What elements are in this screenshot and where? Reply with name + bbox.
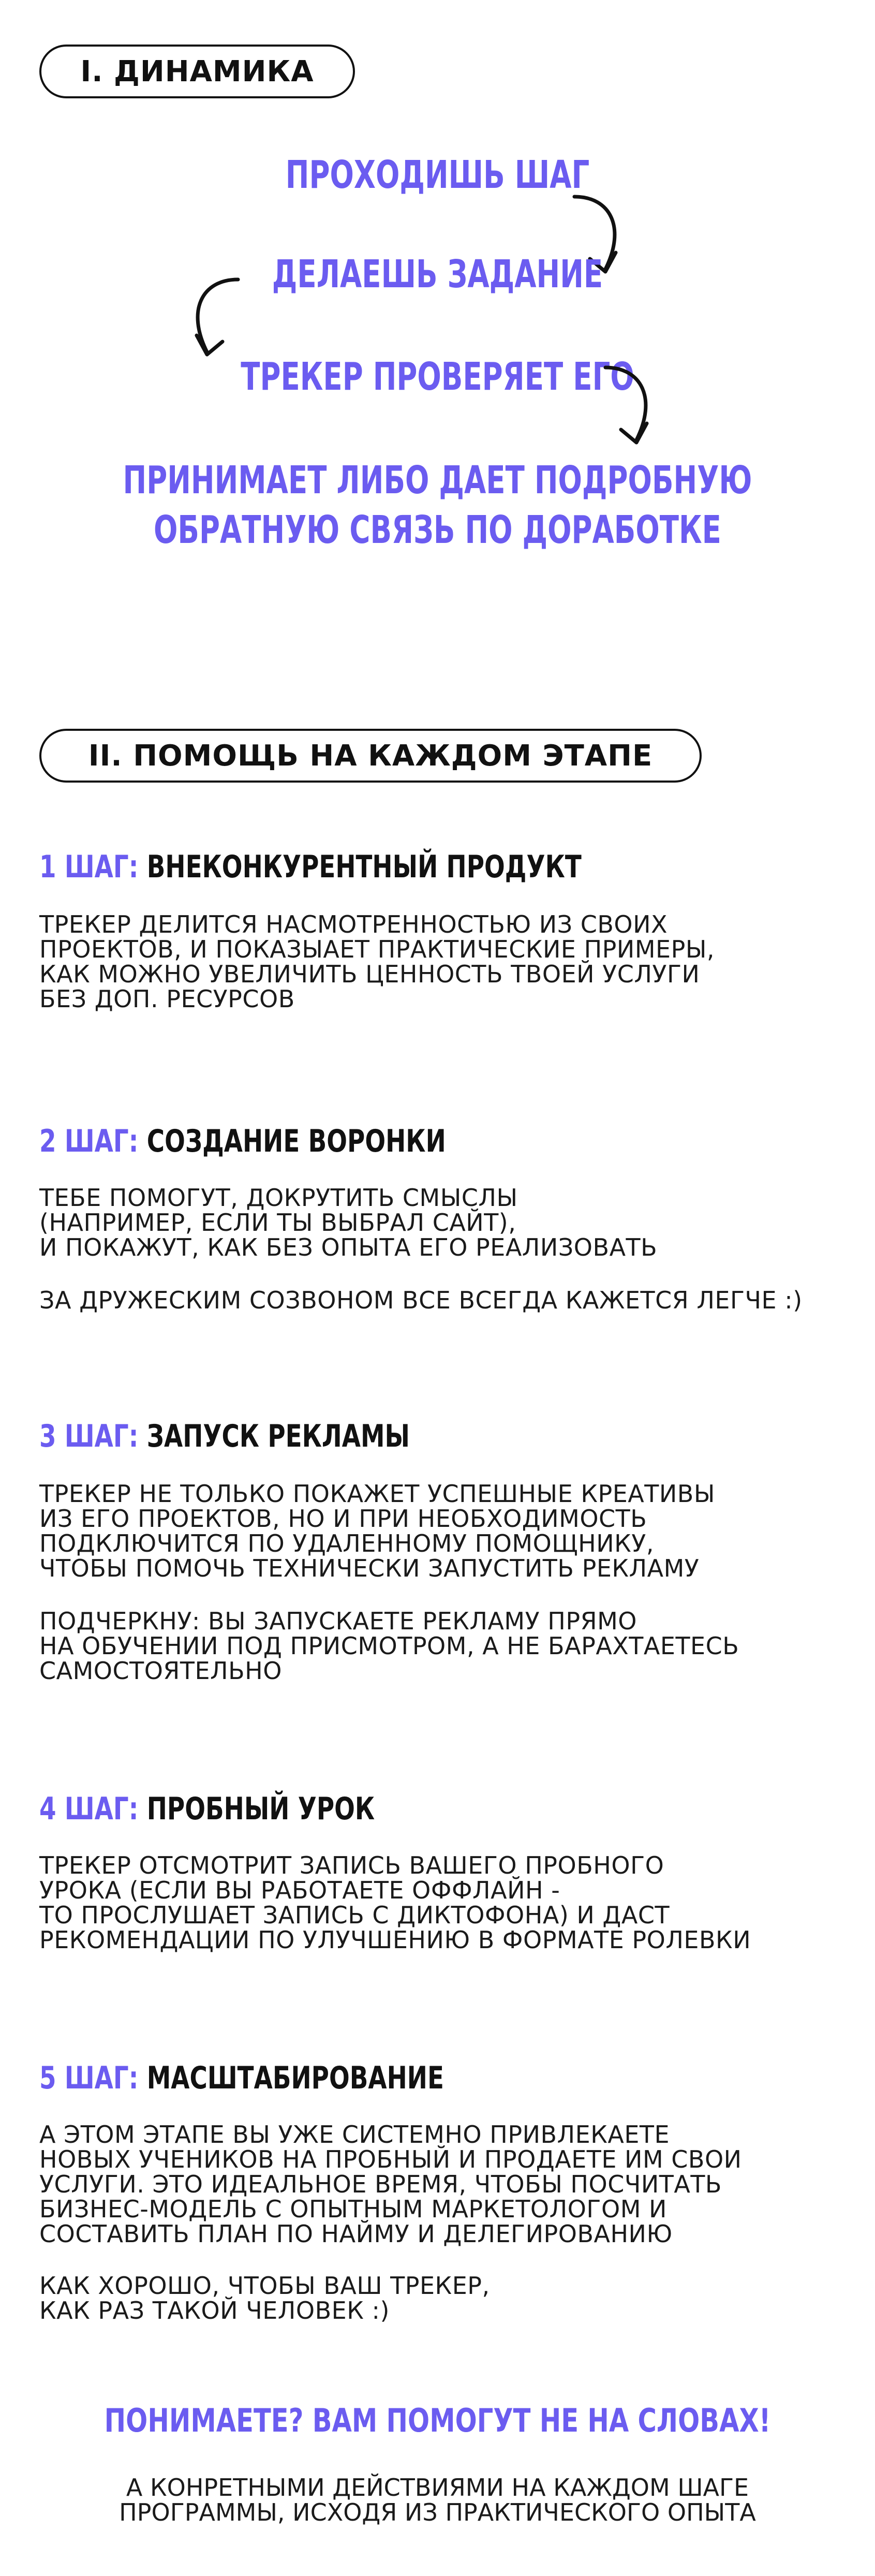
step-name: СОЗДАНИЕ ВОРОНКИ — [146, 1123, 446, 1159]
step-5-title — [39, 2060, 444, 2096]
flow-step-task: ДЕЛАЕШЬ ЗАДАНИЕ — [272, 252, 603, 297]
step-1-title — [39, 849, 582, 885]
step-number: 1 ШАГ: — [39, 849, 139, 885]
flow-step-check: ТРЕКЕР ПРОВЕРЯЕТ ЕГО — [241, 355, 634, 399]
step-name: ПРОБНЫЙ УРОК — [146, 1791, 375, 1827]
step-name: ЗАПУСК РЕКЛАМЫ — [146, 1418, 410, 1454]
step-4-title — [39, 1791, 375, 1827]
step-number: 4 ШАГ: — [39, 1791, 139, 1827]
step-number: 3 ШАГ: — [39, 1418, 139, 1454]
outro-text: А КОНРЕТНЫМИ ДЕЙСТВИЯМИ НА КАЖДОМ ШАГЕ ПРОГРАММЫ, ИСХОДЯ ИЗ ПРАКТИЧЕСКОГО ОПЫТА — [119, 2474, 756, 2526]
section-help-title: II. ПОМОЩЬ НА КАЖДОМ ЭТАПЕ — [39, 729, 702, 783]
step-number: 5 ШАГ: — [39, 2060, 139, 2096]
step-3-title — [39, 1418, 410, 1454]
section-dynamics-title: I. ДИНАМИКА — [39, 45, 355, 98]
step-2-note: ЗА ДРУЖЕСКИМ СОЗВОНОМ ВСЕ ВСЕГДА КАЖЕТСЯ ЛЕГЧЕ :) — [39, 1286, 803, 1314]
step-3-note: ПОДЧЕРКНУ: ВЫ ЗАПУСКАЕТЕ РЕКЛАМУ ПРЯМО НА ОБУЧЕНИИ ПОД ПРИСМОТРОМ, А НЕ БАРАХТАЕТЕСЬ САМОСТОЯТЕЛЬНО — [39, 1607, 739, 1685]
step-name: ВНЕКОНКУРЕНТНЫЙ ПРОДУКТ — [146, 849, 582, 885]
step-name: МАСШТАБИРОВАНИЕ — [146, 2060, 444, 2096]
step-1-text: ТРЕКЕР ДЕЛИТСЯ НАСМОТРЕННОСТЬЮ ИЗ СВОИХ ПРОЕКТОВ, И ПОКАЗЫАЕТ ПРАКТИЧЕСКИЕ ПРИМЕРЫ, КАК МОЖНО УВЕЛИЧИТЬ ЦЕННОСТЬ ТВОЕЙ УСЛУГИ БЕЗ ДОП. РЕСУРСОВ — [39, 910, 715, 1013]
flow-step-accept-line2: ОБРАТНУЮ СВЯЗЬ ПО ДОРАБОТКЕ — [154, 508, 721, 552]
curved-arrow-right-icon — [600, 357, 662, 461]
step-2-title — [39, 1123, 446, 1159]
step-5-note: КАК ХОРОШО, ЧТОБЫ ВАШ ТРЕКЕР, КАК РАЗ ТАКОЙ ЧЕЛОВЕК :) — [39, 2272, 490, 2324]
step-number: 2 ШАГ: — [39, 1123, 139, 1159]
step-5-text: А ЭТОМ ЭТАПЕ ВЫ УЖЕ СИСТЕМНО ПРИВЛЕКАЕТЕ НОВЫХ УЧЕНИКОВ НА ПРОБНЫЙ И ПРОДАЕТЕ ИМ СВОИ УСЛУГИ. ЭТО ИДЕАЛЬНОЕ ВРЕМЯ, ЧТОБЫ ПОСЧИТАТЬ БИЗНЕС-МОДЕЛЬ С ОПЫТНЫМ МАРКЕТОЛОГОМ И СОСТАВИТЬ ПЛАН ПО НАЙМУ И ДЕЛЕГИРОВАНИЮ — [39, 2121, 742, 2248]
step-4-text: ТРЕКЕР ОТСМОТРИТ ЗАПИСЬ ВАШЕГО ПРОБНОГО УРОКА (ЕСЛИ ВЫ РАБОТАЕТЕ ОФФЛАЙН - ТО ПРОСЛУШАЕТ ЗАПИСЬ С ДИКТОФОНА) И ДАСТ РЕКОМЕНДАЦИИ ПО УЛУЧШЕНИЮ В ФОРМАТЕ РОЛЕВКИ — [39, 1851, 751, 1954]
outro-headline: ПОНИМАЕТЕ? ВАМ ПОМОГУТ НЕ НА СЛОВАХ! — [104, 2402, 771, 2439]
step-2-text: ТЕБЕ ПОМОГУТ, ДОКРУТИТЬ СМЫСЛЫ (НАПРИМЕР, ЕСЛИ ТЫ ВЫБРАЛ САЙТ), И ПОКАЖУТ, КАК БЕЗ ОПЫТА ЕГО РЕАЛИЗОВАТЬ — [39, 1184, 658, 1261]
step-3-text: ТРЕКЕР НЕ ТОЛЬКО ПОКАЖЕТ УСПЕШНЫЕ КРЕАТИВЫ ИЗ ЕГО ПРОЕКТОВ, НО И ПРИ НЕОБХОДИМОСТЬ ПОДКЛЮЧИТСЯ ПО УДАЛЕННОМУ ПОМОЩНИКУ, ЧТОБЫ ПОМОЧЬ ТЕХНИЧЕСКИ ЗАПУСТИТЬ РЕКЛАМУ — [39, 1480, 715, 1582]
flow-step-accept-line1: ПРИНИМАЕТ ЛИБО ДАЕТ ПОДРОБНУЮ — [123, 458, 752, 503]
flow-step-pass: ПРОХОДИШЬ ШАГ — [285, 153, 590, 197]
